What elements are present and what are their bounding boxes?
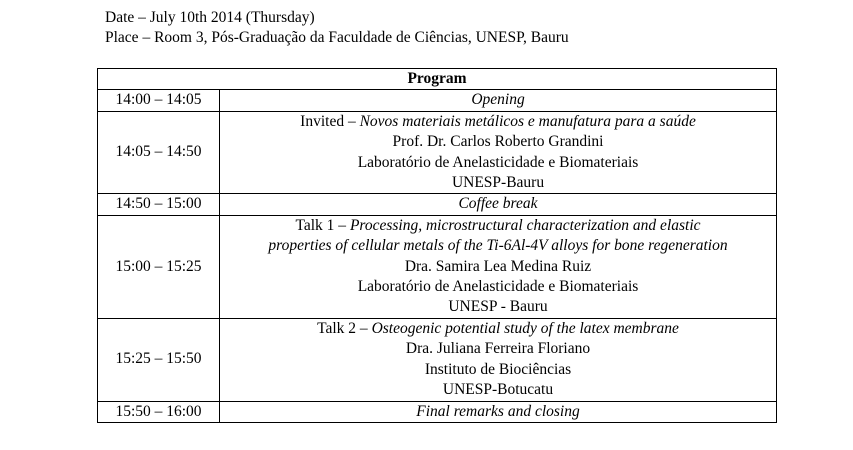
speaker-name: Prof. Dr. Carlos Roberto Grandini: [392, 133, 604, 151]
time-slot: 15:25 – 15:50: [98, 318, 220, 401]
session-title: Coffee break: [458, 195, 538, 213]
table-row: [98, 111, 777, 194]
session-description: [220, 318, 777, 401]
program-title: Program: [98, 69, 777, 90]
time-slot: 14:05 – 14:50: [98, 111, 220, 194]
session-description: [220, 194, 777, 215]
program-header-row: [98, 69, 777, 90]
session-prefix: Talk 1 –: [295, 216, 350, 234]
table-row: [98, 90, 777, 111]
session-prefix: Talk 2 –: [317, 319, 372, 337]
speaker-name: Dra. Samira Lea Medina Ruiz: [404, 257, 592, 275]
place-line: Place – Room 3, Pós-Graduação da Faculdade de Ciências, UNESP, Bauru: [105, 29, 569, 46]
session-description: [220, 401, 777, 422]
session-description: [220, 215, 777, 318]
session-title: Opening: [471, 91, 525, 109]
speaker-affiliation: Instituto de Biociências: [424, 360, 572, 378]
speaker-name: Dra. Juliana Ferreira Floriano: [405, 340, 591, 358]
session-description: [220, 111, 777, 194]
session-title-line: [222, 216, 774, 236]
table-row: [98, 215, 777, 318]
speaker-institution: UNESP-Botucatu: [442, 381, 554, 399]
speaker-institution: UNESP - Bauru: [448, 298, 548, 316]
session-title-part-1: Processing, microstructural characterization and elastic: [349, 216, 701, 234]
session-prefix: Invited –: [300, 112, 360, 130]
table-row: [98, 401, 777, 422]
program-table: [97, 68, 777, 423]
date-line: Date – July 10th 2014 (Thursday): [105, 9, 315, 26]
speaker-affiliation: Laboratório de Anelasticidade e Biomateriais: [357, 278, 639, 296]
session-description: [220, 90, 777, 111]
session-title-part-2: properties of cellular metals of the Ti-6Al-4V alloys for bone regeneration: [268, 237, 728, 255]
table-row: [98, 194, 777, 215]
time-slot: 15:50 – 16:00: [98, 401, 220, 422]
time-slot: 15:00 – 15:25: [98, 215, 220, 318]
session-title: Osteogenic potential study of the latex membrane: [371, 319, 679, 337]
speaker-affiliation: Laboratório de Anelasticidade e Biomateriais: [357, 153, 639, 171]
table-row: [98, 318, 777, 401]
speaker-institution: UNESP-Bauru: [451, 174, 545, 192]
session-title-line: [222, 319, 774, 339]
session-title-line: [222, 112, 774, 132]
session-title: Novos materiais metálicos e manufatura para a saúde: [359, 112, 696, 130]
time-slot: 14:00 – 14:05: [98, 90, 220, 111]
session-title: Final remarks and closing: [416, 402, 580, 420]
time-slot: 14:50 – 15:00: [98, 194, 220, 215]
event-header: [105, 8, 569, 48]
